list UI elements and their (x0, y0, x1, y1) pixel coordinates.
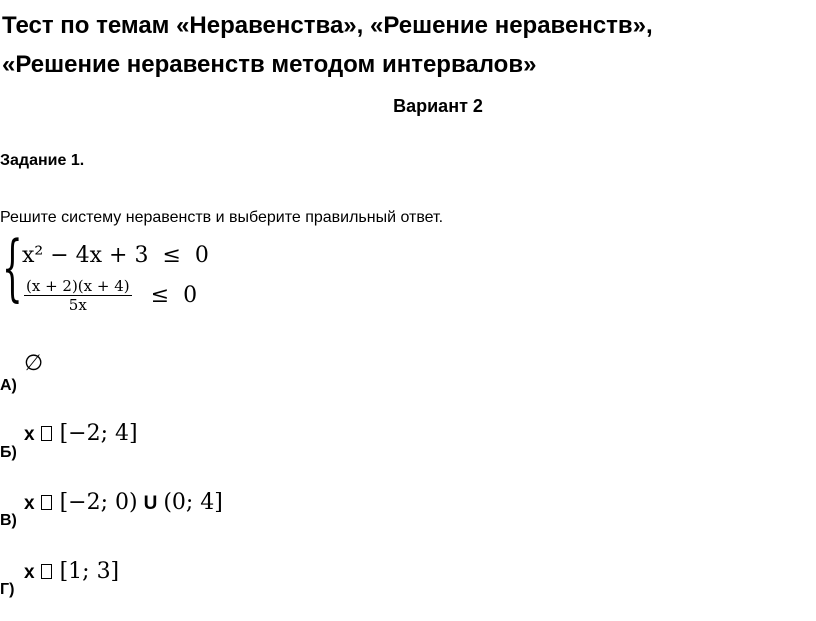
option-c-interval-b: (0; 4] (163, 490, 223, 515)
system-brace: { (2, 225, 23, 309)
option-d-variable: x (24, 562, 35, 583)
option-c-label: В) (0, 512, 17, 529)
fraction-numerator: (x + 2)(x + 4) (26, 277, 130, 295)
option-d-label: Г) (0, 581, 15, 598)
page-title (2, 6, 812, 84)
empty-set-symbol: ∅ (24, 351, 44, 376)
option-a-label: А) (0, 377, 17, 394)
option-c-variable: x (24, 493, 35, 514)
option-c-value (24, 490, 223, 515)
inequality-1 (22, 243, 209, 268)
inequality-system (2, 225, 242, 317)
task-instruction: Решите систему неравенств и выберите правильный ответ. (0, 209, 444, 226)
option-b-value (24, 421, 138, 446)
title-line-2: «Решение неравенств методом интервалов» (2, 51, 537, 78)
variant-heading: Вариант 2 (393, 96, 483, 116)
union-symbol: U (143, 493, 158, 514)
missing-glyph-box-icon (41, 426, 52, 441)
option-c-interval-a: [−2; 0) (59, 490, 138, 515)
option-b-interval: [−2; 4] (59, 421, 138, 446)
option-d-interval: [1; 3] (59, 559, 120, 584)
task-label: Задание 1. (0, 152, 85, 169)
option-a-value (24, 351, 43, 376)
missing-glyph-box-icon (41, 495, 52, 510)
inequality-2-sign: ≤ (150, 283, 170, 308)
option-b-variable: x (24, 424, 35, 445)
option-d-value (24, 559, 119, 584)
inequality-1-lhs: x² − 4x + 3 (22, 243, 149, 268)
inequality-2-fraction (24, 277, 132, 314)
inequality-1-rhs: 0 (194, 243, 209, 268)
inequality-2-right (151, 283, 197, 308)
fraction-denominator: 5x (68, 296, 87, 314)
inequality-1-sign: ≤ (162, 243, 181, 268)
title-line-1: Тест по темам «Неравенства», «Решение неравенств», (2, 12, 653, 39)
inequality-2 (24, 277, 197, 314)
option-b-label: Б) (0, 444, 17, 461)
inequality-2-rhs: 0 (183, 283, 198, 308)
missing-glyph-box-icon (41, 564, 52, 579)
